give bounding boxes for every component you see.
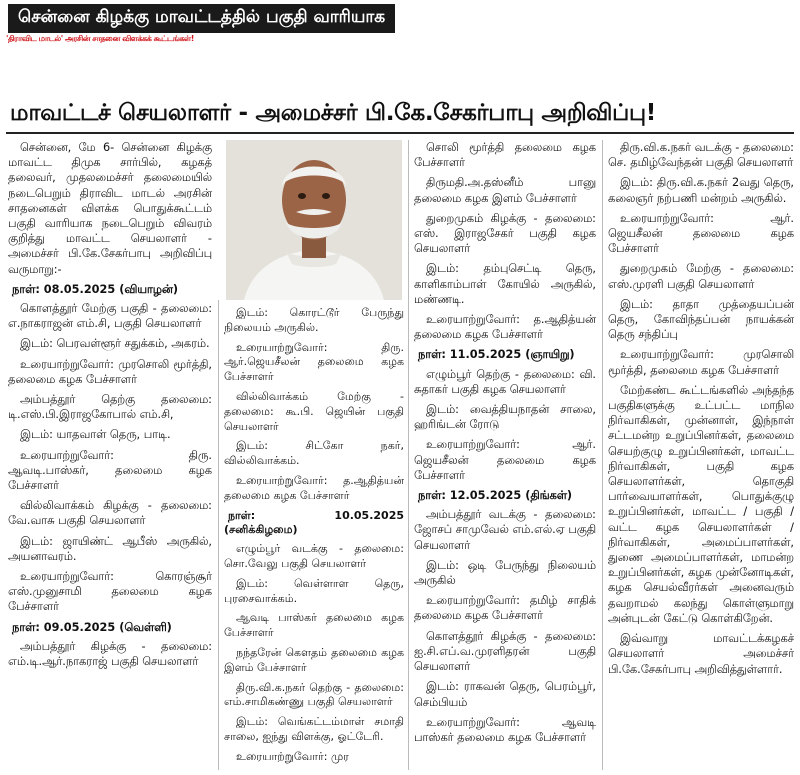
subheadline: மாவட்டச் செயலாளர் - அமைச்சர் பி.கே.சேகர்பாபு அறிவிப்பு!	[10, 100, 656, 126]
article-paragraph: உரையாற்றுவோர்: முரசொலி மூர்த்தி, தலைமை கழக பேச்சாளர்	[608, 348, 794, 377]
article-paragraph: சென்னை, மே 6- சென்னை கிழக்கு மாவட்ட திமுக சார்பில், கழகத் தலைவர், முதலமைச்சர் தலைமையில் நடைபெறும் திராவிட மாடல் அரசின் சாதனைகள் விளக்க பொதுக்கூட்டம் பகுதி வாரியாக நடைபெறும் விவரம் குறித்து மாவட்ட செயலாளர் - அமைச்சர் பி.கே.சேகர்பாபு அறிவிப்பு வருமாறு:-	[8, 141, 212, 276]
article-paragraph: உரையாற்றுவோர்: ஆவடி பாஸ்கர் தலைமை கழக பேச்சாளர்	[414, 715, 596, 744]
article-paragraph: இவ்வாறு மாவட்டக்கழகச் செயலாளர் அமைச்சர் பி.கே.சேகர்பாபு அறிவித்துள்ளார்.	[608, 632, 794, 676]
article-paragraph: இடம்: தம்புசெட்டி தெரு, காளிகாம்பாள் கோயில் அருகில், மண்ணடி.	[414, 262, 596, 306]
headline: 'திராவிட மாடல்' அரசின் சாதனை விளக்கக் கூட்டங்கள்!	[6, 34, 194, 43]
article-paragraph: உரையாற்றுவோர்: முர	[236, 749, 349, 763]
article-paragraph: சொலி மூர்த்தி தலைமை கழக பேச்சாளர்	[414, 141, 596, 170]
article-paragraph: திரு.வி.க.நகர் தெற்கு - தலைமை: எம்.சாமிகண்ணு பகுதி செயலாளர்	[224, 680, 404, 709]
column-divider	[602, 140, 603, 770]
article-paragraph: அம்பத்தூர் கிழக்கு - தலைமை: எம்.டி.ஆர்.நாகராஜ் பகுதி செயலாளர்	[8, 639, 212, 669]
date-line: நாள்: 09.05.2025 (வெள்ளி)	[12, 620, 172, 634]
article-paragraph: உரையாற்றுவோர்: திரு. ஆவடி.பாஸ்கர், தலைமை கழக பேச்சாளர்	[8, 448, 212, 493]
article-paragraph: திரு.வி.க.நகர் வடக்கு - தலைமை: செ. தமிழ்வேந்தன் பகுதி செயலாளர்	[608, 141, 794, 170]
article-paragraph: அம்பத்தூர் தெற்கு தலைமை: டி.எஸ்.பி.இராஜகோபால் எம்.சி,	[8, 393, 212, 422]
article-paragraph: மேற்கண்ட கூட்டங்களில் அந்தந்த பகுதிகளுக்கு உட்பட்ட மாநில நிர்வாகிகள், முன்னாள், இந்நாள் சட்டமன்ற உறுப்பினர்கள், தலைமை செயற்குழு உறுப்பினர்கள், மாவட்ட நிர்வாகிகள், பகுதி கழக செயலாளர்கள், தொகுதி பார்வையாளர்கள், பொதுக்குழு உறுப்பினர்கள், மாவட்ட / பகுதி / வட்ட கழக செயலாளர்கள் / நிர்வாகிகள், அமைப்பாளர்கள், துணை அமைப்பாளர்கள், மாமன்ற உறுப்பினர்கள், கழக முன்னோடிகள், கழக செயல்வீரர்கள் அனைவரும் தவறாமல் கலந்து கொள்ளுமாறு அன்புடன் கேட்டு கொள்கிறேன்.	[608, 383, 794, 625]
date-line: நாள்: 10.05.2025 (சனிக்கிழமை)	[224, 508, 404, 537]
article-paragraph: ஆவடி பாஸ்கர் தலைமை கழக பேச்சாளர்	[224, 611, 404, 640]
date-line: நாள்: 12.05.2025 (திங்கள்)	[418, 489, 573, 503]
article-paragraph: இடம்: பெரவள்ளூர் சதுக்கம், அகரம்.	[20, 337, 210, 351]
article-paragraph: உரையாற்றுவோர்: தமிழ் சாதிக் தலைமை கழக பேச்சாளர்	[414, 594, 596, 623]
article-paragraph: இடம்: ராகவன் தெரு, பெரம்பூர், செம்பியம்	[414, 680, 596, 709]
article-paragraph: இடம்: யாதவாள் தெரு, பாடி.	[20, 428, 171, 442]
article-paragraph: எழும்பூர் தெற்கு - தலைமை: வி. சுதாகர் பகுதி கழக செயலாளர்	[414, 367, 596, 396]
article-paragraph: உரையாற்றுவோர்: த.ஆதித்யன் தலைமை கழக பேச்சாளர்	[224, 473, 404, 502]
article-paragraph: துறைமுகம் கிழக்கு - தலைமை: எஸ். இராஜசேகர் பகுதி கழக செயலாளர்	[414, 211, 596, 256]
kicker-banner: சென்னை கிழக்கு மாவட்டத்தில் பகுதி வாரியாக	[8, 4, 395, 33]
article-paragraph: உரையாற்றுவோர்: கொரஞ்சூர் எஸ்.முனுசாமி தலைமை கழக பேச்சாளர்	[8, 570, 212, 614]
article-paragraph: இடம்: ஜாயிண்ட் ஆபீஸ் அருகில், அயனாவரம்.	[8, 534, 212, 563]
article-column-4	[608, 140, 794, 682]
article-paragraph: எழும்பூர் வடக்கு - தலைமை: சொ.வேலு பகுதி செயலாளர்	[224, 542, 404, 570]
article-column-3	[414, 140, 596, 750]
article-column-1	[8, 140, 212, 674]
article-paragraph: இடம்: வெள்ளாள தெரு, புரசைவாக்கம்.	[224, 576, 404, 605]
article-paragraph: இடம்: தாதா முத்தையப்பன் தெரு, கோவிந்தப்பன் நாயக்கன் தெரு சந்திப்பு	[608, 297, 794, 342]
article-paragraph: நந்தரேன் கௌதம் தலைமை கழக இளம் பேச்சாளர்	[224, 645, 404, 674]
date-line: நாள்: 08.05.2025 (வியாழன்)	[12, 282, 179, 296]
header-rule	[6, 132, 794, 134]
article-paragraph: அம்பத்தூர் வடக்கு - தலைமை: ஜோசப் சாமுவேல் எம்.எல்.ஏ பகுதி செயலாளர்	[414, 508, 596, 552]
article-paragraph: உரையாற்றுவோர்: முரசொலி மூர்த்தி, தலைமை கழக பேச்சாளர்	[8, 357, 212, 386]
article-paragraph: கொளத்தூர் மேற்கு பகுதி - தலைமை: எ.நாகராஜன் எம்.சி, பகுதி செயலாளர்	[8, 302, 212, 331]
article-paragraph: இடம்: கொரட்டூர் பேருந்து நிலையம் அருகில்.	[224, 306, 404, 334]
date-line: நாள்: 11.05.2025 (ஞாயிறு)	[418, 348, 575, 362]
article-paragraph: துறைமுகம் மேற்கு - தலைமை: எஸ்.முரளி பகுதி செயலாளர்	[608, 262, 794, 291]
article-paragraph: வில்லிவாக்கம் கிழக்கு - தலைமை: வே.வாசு பகுதி செயலாளர்	[8, 499, 212, 528]
article-paragraph: உரையாற்றுவோர்: த.ஆதித்யன் தலைமை கழக பேச்சாளர்	[414, 313, 596, 342]
article-paragraph: இடம்: வெங்கட்டம்மாள் சமாதி சாலை, ஐந்து விளக்கு, ஓட்டேரி.	[224, 715, 404, 743]
portrait-photo-icon	[226, 140, 402, 300]
article-paragraph: இடம்: ஒடி பேருந்து நிலையம் அருகில்	[414, 558, 596, 588]
column-divider	[408, 140, 409, 770]
article-paragraph: கொளத்தூர் கிழக்கு - தலைமை: ஐ.சி.எப்.வ.முரளிதரன் பகுதி செயலாளர்	[414, 629, 596, 674]
article-paragraph: இடம்: வைத்தியநாதன் சாலை, ஹரிங்டன் ரோடு	[414, 403, 596, 432]
article-paragraph: இடம்: திரு.வி.க.நகர் 2வது தெரு, கலைஞர் நற்பணி மன்றம் அருகில்.	[608, 176, 794, 205]
article-paragraph: உரையாற்றுவோர்: திரு. ஆர்.ஜெயசீலன் தலைமை கழக பேச்சாளர்	[224, 340, 404, 384]
column-divider	[218, 300, 219, 770]
article-column-2	[224, 306, 404, 770]
article-paragraph: இடம்: சிட்கோ நகர், வில்லிவாக்கம்.	[224, 439, 404, 468]
article-paragraph: உரையாற்றுவோர்: ஆர். ஜெயசீலன் தலைமை கழக பேச்சாளர்	[414, 438, 596, 482]
article-paragraph: உரையாற்றுவோர்: ஆர். ஜெயசீலன் தலைமை கழக பேச்சாளர்	[608, 211, 794, 256]
article-paragraph: திருமதி.அ.தஸ்னீம் பானு தலைமை கழக இளம் பேச்சாளர்	[414, 176, 596, 205]
article-paragraph: வில்லிவாக்கம் மேற்கு - தலைமை: கூ.பி. ஜெயின் பகுதி செயலாளர்	[224, 389, 404, 433]
